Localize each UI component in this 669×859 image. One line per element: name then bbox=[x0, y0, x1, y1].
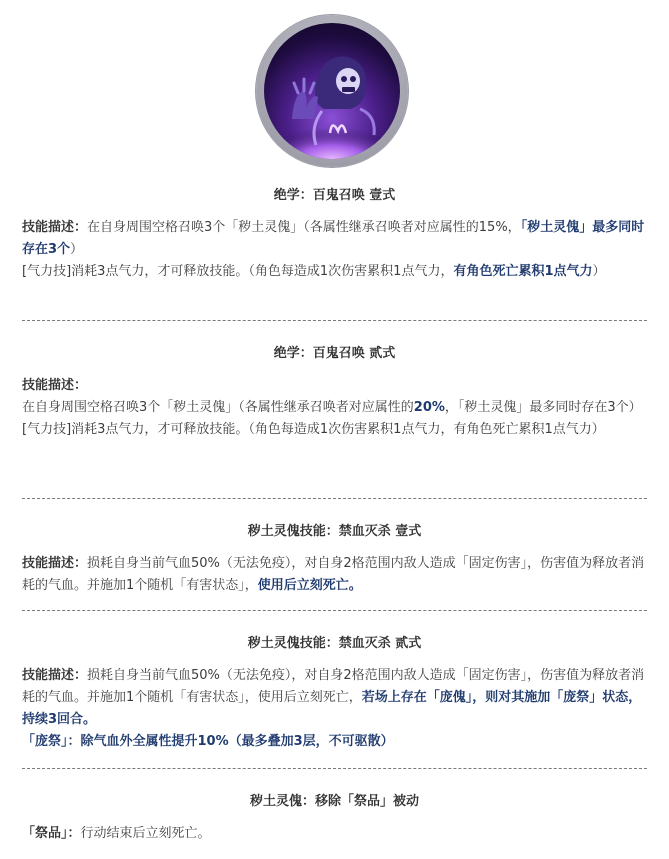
section-divider bbox=[22, 498, 647, 499]
energy-note-text: [气力技]消耗3点气力，才可释放技能。（角色每造成1次伤害累积1点气力，有角色死亡累积1点气力） bbox=[22, 422, 605, 437]
section-divider bbox=[22, 768, 647, 769]
skill-description bbox=[22, 217, 647, 261]
skill-description bbox=[22, 665, 647, 731]
section-title: 秽土灵傀技能：禁血灭杀 贰式 bbox=[247, 636, 422, 651]
section-title: 秽土灵傀技能：禁血灭杀 壹式 bbox=[247, 524, 422, 539]
description-text: 在自身周围空格召唤3个「秽土灵傀」（各属性继承召唤者对应属性的15%， bbox=[87, 220, 521, 235]
section-title: 绝学：百鬼召唤 贰式 bbox=[273, 346, 396, 361]
description-highlight: 使用后立刻死亡。 bbox=[257, 578, 362, 593]
description-label: 技能描述： bbox=[22, 556, 88, 571]
description-text: 损耗自身当前气血50%（无法免疫），对自身2格范围内敌人造成「固定伤害」，伤害值为释放者消耗的气血。并施加1个随机「有害状态」，使用后立刻死亡， bbox=[22, 668, 645, 705]
description-text: 损耗自身当前气血50%（无法免疫），对自身2格范围内敌人造成「固定伤害」，伤害值为释放者消耗的气血。并施加1个随机「有害状态」， bbox=[22, 556, 645, 593]
ghost-summon-skill-icon bbox=[264, 23, 400, 159]
skill-section-4 bbox=[22, 632, 647, 753]
description-text-end: ） bbox=[70, 242, 84, 257]
energy-note-text: [气力技]消耗3点气力，才可释放技能。（角色每造成1次伤害累积1点气力， bbox=[22, 264, 454, 279]
skill-section-2 bbox=[22, 342, 647, 441]
description-label: 技能描述： bbox=[22, 668, 88, 683]
energy-skill-note bbox=[22, 419, 647, 441]
passive-description bbox=[22, 823, 647, 845]
energy-note-end: ） bbox=[592, 264, 606, 279]
status-effect-highlight: 「庞祭」：除气血外全属性提升10%（最多叠加3层，不可驱散） bbox=[22, 734, 394, 749]
description-text: 在自身周围空格召唤3个「秽土灵傀」（各属性继承召唤者对应属性的 bbox=[22, 400, 414, 415]
section-title: 绝学：百鬼召唤 壹式 bbox=[273, 188, 396, 203]
description-highlight: 「秽土灵傀」最多同时存在3个 bbox=[22, 220, 645, 257]
status-effect-note bbox=[22, 731, 647, 753]
description-text-end: ，「秽土灵傀」最多同时存在3个） bbox=[444, 400, 642, 415]
skill-avatar bbox=[256, 15, 408, 167]
energy-note-highlight: 有角色死亡累积1点气力 bbox=[453, 264, 593, 279]
passive-label: 「祭品」： bbox=[22, 826, 81, 841]
description-label: 技能描述： bbox=[22, 378, 88, 393]
section-divider bbox=[22, 610, 647, 611]
description-label: 技能描述： bbox=[22, 220, 88, 235]
skill-description bbox=[22, 553, 647, 597]
description-highlight: 若场上存在「庞傀」，则对其施加「庞祭」状态，持续3回合。 bbox=[22, 690, 642, 727]
energy-skill-note bbox=[22, 261, 647, 283]
skill-description bbox=[22, 397, 647, 419]
description-highlight: 20% bbox=[413, 400, 445, 415]
passive-text: 行动结束后立刻死亡。 bbox=[80, 826, 211, 841]
skill-section-1 bbox=[22, 184, 647, 283]
description-label-line bbox=[22, 375, 647, 397]
skill-section-5 bbox=[22, 790, 647, 845]
section-divider bbox=[22, 320, 647, 321]
skill-section-3 bbox=[22, 520, 647, 597]
section-title: 秽土灵傀：移除「祭品」被动 bbox=[249, 794, 419, 809]
